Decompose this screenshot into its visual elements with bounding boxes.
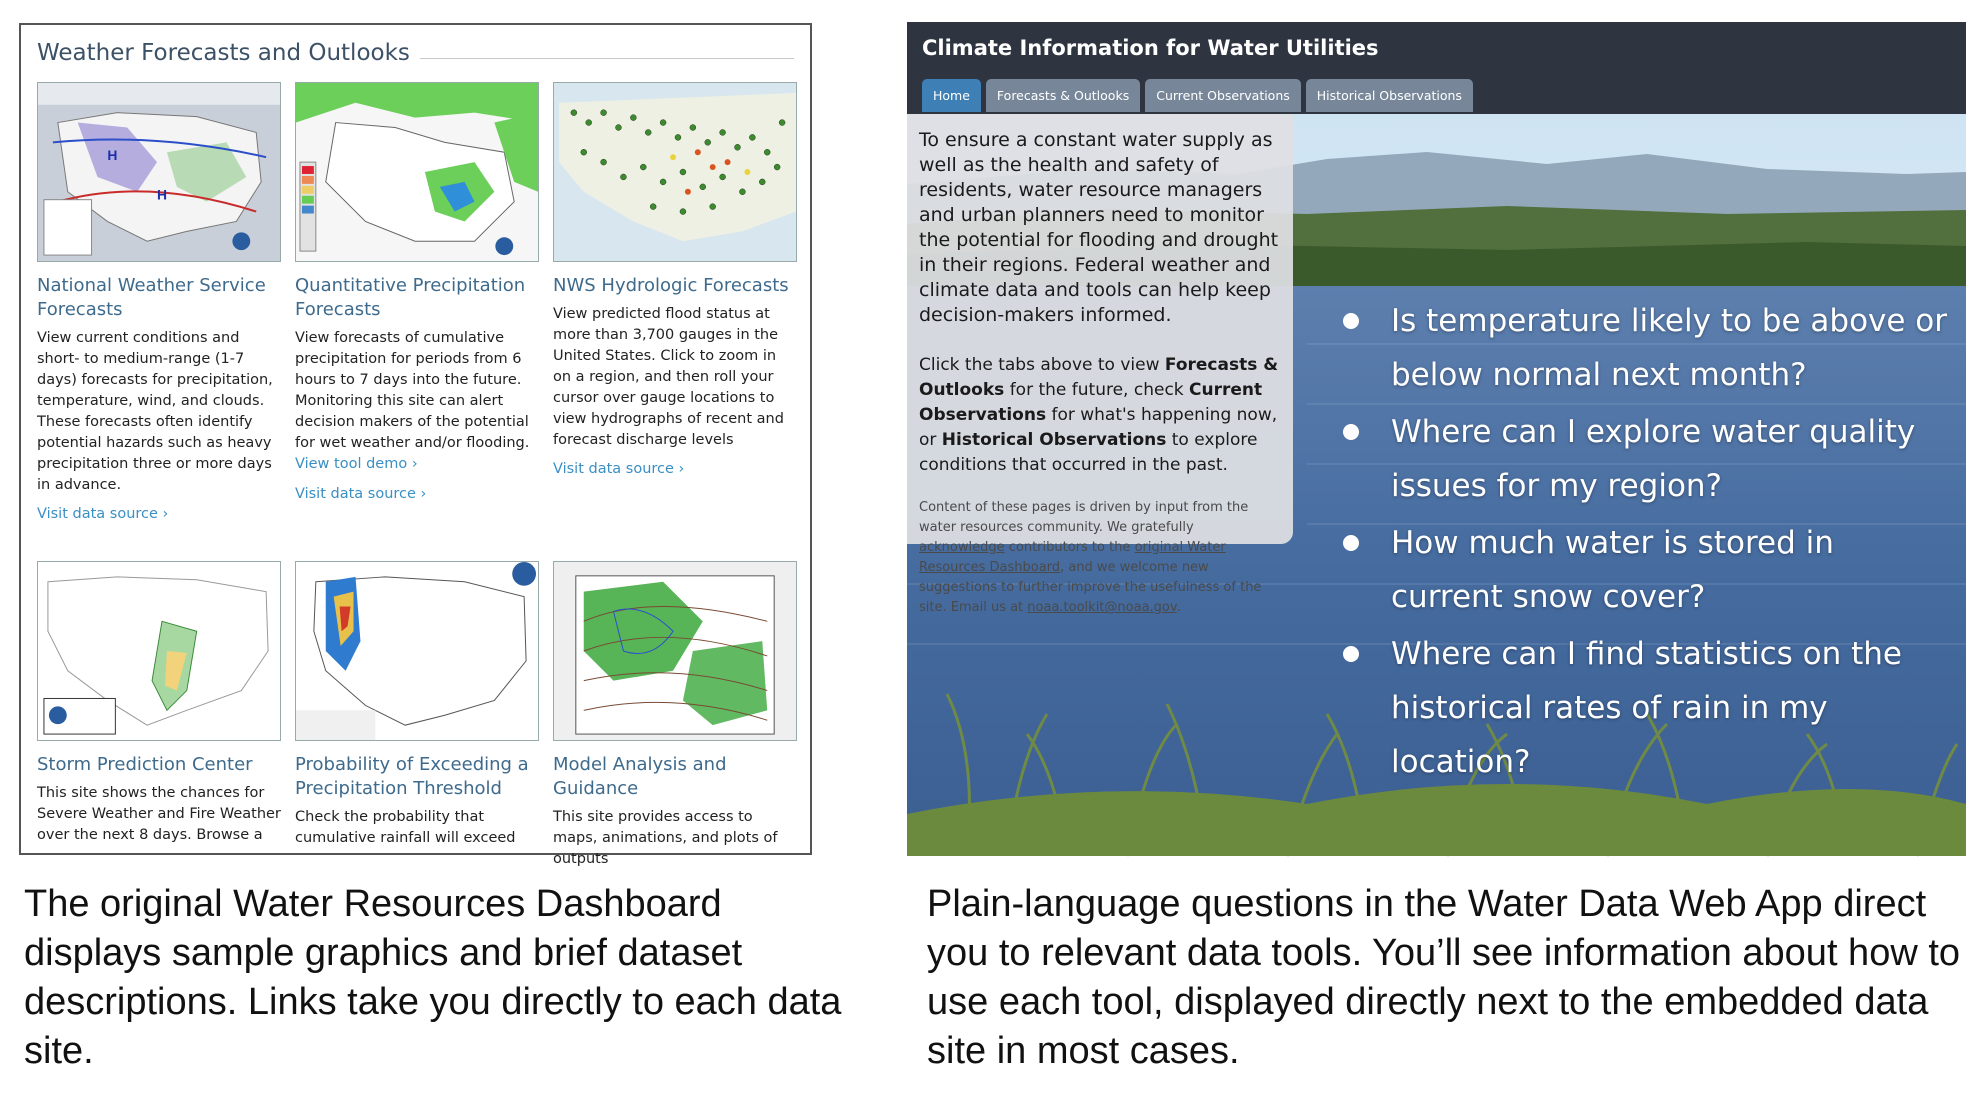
card-description: This site provides access to maps, animations, and plots of outputs — [553, 809, 778, 867]
original-dashboard-link[interactable]: original Water Resources Dashboard — [919, 540, 1226, 575]
section-title: Weather Forecasts and Outlooks — [37, 40, 410, 66]
tab-current-observations[interactable]: Current Observations — [1145, 79, 1301, 112]
caption-left: The original Water Resources Dashboard displays sample graphics and brief dataset descriptions. Links take you directly to each data site. — [24, 883, 842, 1072]
credits-part: Content of these pages is driven by input from the water resources community. We gratefully — [919, 500, 1249, 535]
nws-forecast-map-thumbnail[interactable] — [37, 82, 281, 262]
instructions-text: for what's happening now, or — [919, 405, 1278, 450]
probability-map-thumbnail[interactable] — [295, 561, 539, 741]
email-link[interactable]: noaa.toolkit@noaa.gov — [1027, 600, 1177, 615]
card-description: View predicted flood status at more than 3,700 gauges in the United States. Click to zoom in on a region, and then roll your cursor over gauge locations to view hydrographs of recent and forecast discharge levels — [553, 306, 784, 448]
intro-panel — [907, 114, 1293, 615]
title-rule — [420, 58, 794, 59]
acknowledge-link[interactable]: acknowledge — [919, 540, 1005, 555]
card-description: Check the probability that cumulative rainfall will exceed — [295, 809, 516, 846]
tab-home[interactable]: Home — [922, 79, 981, 112]
visit-data-source-link[interactable]: Visit data source › — [553, 461, 685, 477]
app-title: Climate Information for Water Utilities — [922, 36, 1379, 60]
visit-data-source-link[interactable]: Visit data source › — [37, 506, 169, 522]
card-title: Model Analysis and Guidance — [553, 754, 727, 799]
hydrologic-gauges-map-thumbnail[interactable] — [553, 82, 797, 262]
svg-text:H: H — [157, 186, 168, 203]
intro-text: To ensure a constant water supply as well as the health and safety of residents, water resource managers and urban planners need to monitor the potential for flooding and drought in their regions. Federal weather and climate data and tools can help keep decision-makers informed. — [919, 129, 1279, 326]
card-title: Probability of Exceeding a Precipitation Threshold — [295, 754, 529, 799]
credits-text — [919, 498, 1281, 618]
section-header — [37, 33, 794, 73]
tab-bar — [922, 79, 1473, 112]
card-storm-prediction — [37, 561, 281, 846]
card-description: View current conditions and short- to medium-range (1-7 days) forecasts for precipitation, temperature, wind, and clouds. These forecasts often identify potential hazards such as heavy precipitation three or more days in advance. — [37, 330, 273, 493]
card-nws-forecasts — [37, 82, 281, 522]
credits-part: contributors to the — [1004, 540, 1135, 555]
credits-part: . — [1176, 600, 1181, 615]
card-title: National Weather Service Forecasts — [37, 275, 266, 320]
credits-part: , and we welcome new suggestions to further improve the usefulness of the site. Email us at — [919, 560, 1262, 615]
model-analysis-map-thumbnail[interactable] — [553, 561, 797, 741]
view-tool-demo-link[interactable]: View tool demo › — [295, 456, 418, 472]
card-description: This site shows the chances for Severe Weather and Fire Weather over the next 8 days. Browse a — [37, 785, 281, 843]
question-item[interactable]: How much water is stored in current snow cover? — [1343, 516, 1953, 624]
tab-forecasts-outlooks[interactable]: Forecasts & Outlooks — [986, 79, 1140, 112]
card-model-analysis — [553, 561, 797, 870]
svg-text:H: H — [107, 147, 118, 164]
caption-right: Plain-language questions in the Water Data Web App direct you to relevant data tools. You’ll see information about how to use each tool, displayed directly next to the embedded data site in most cases. — [927, 883, 1961, 1072]
card-title: Quantitative Precipitation Forecasts — [295, 275, 526, 320]
app-header — [907, 22, 1966, 114]
water-data-web-app-screenshot — [907, 22, 1966, 856]
visit-data-source-link[interactable]: Visit data source › — [295, 486, 427, 502]
question-item[interactable]: Where can I find statistics on the historical rates of rain in my location? — [1343, 627, 1953, 789]
question-item[interactable]: Where can I explore water quality issues for my region? — [1343, 405, 1953, 513]
card-qpf — [295, 82, 539, 502]
instructions-text: to explore conditions that occurred in the past. — [919, 430, 1258, 475]
card-description: View forecasts of cumulative precipitation for periods from 6 hours to 7 days into the future. Monitoring this site can alert decision makers of the potential for wet weather and/or flooding. — [295, 330, 530, 451]
question-item[interactable]: Is temperature likely to be above or below normal next month? — [1343, 294, 1953, 402]
qpf-map-thumbnail[interactable] — [295, 82, 539, 262]
card-title: Storm Prediction Center — [37, 754, 253, 775]
storm-outlook-map-thumbnail[interactable] — [37, 561, 281, 741]
instructions-bold-forecasts: Forecasts & Outlooks — [919, 355, 1279, 400]
instructions-bold-historical: Historical Observations — [941, 430, 1167, 450]
instructions-text: for the future, check — [1004, 380, 1190, 400]
instructions-bold-current: Current Observations — [919, 380, 1263, 425]
water-resources-dashboard-screenshot — [19, 23, 812, 867]
card-title: NWS Hydrologic Forecasts — [553, 275, 789, 296]
tabs-instructions — [919, 353, 1281, 478]
question-list — [1343, 294, 1953, 792]
instructions-text: Click the tabs above to view — [919, 355, 1165, 375]
card-probability-threshold — [295, 561, 539, 849]
card-nws-hydrologic — [553, 82, 797, 477]
tab-historical-observations[interactable]: Historical Observations — [1306, 79, 1473, 112]
